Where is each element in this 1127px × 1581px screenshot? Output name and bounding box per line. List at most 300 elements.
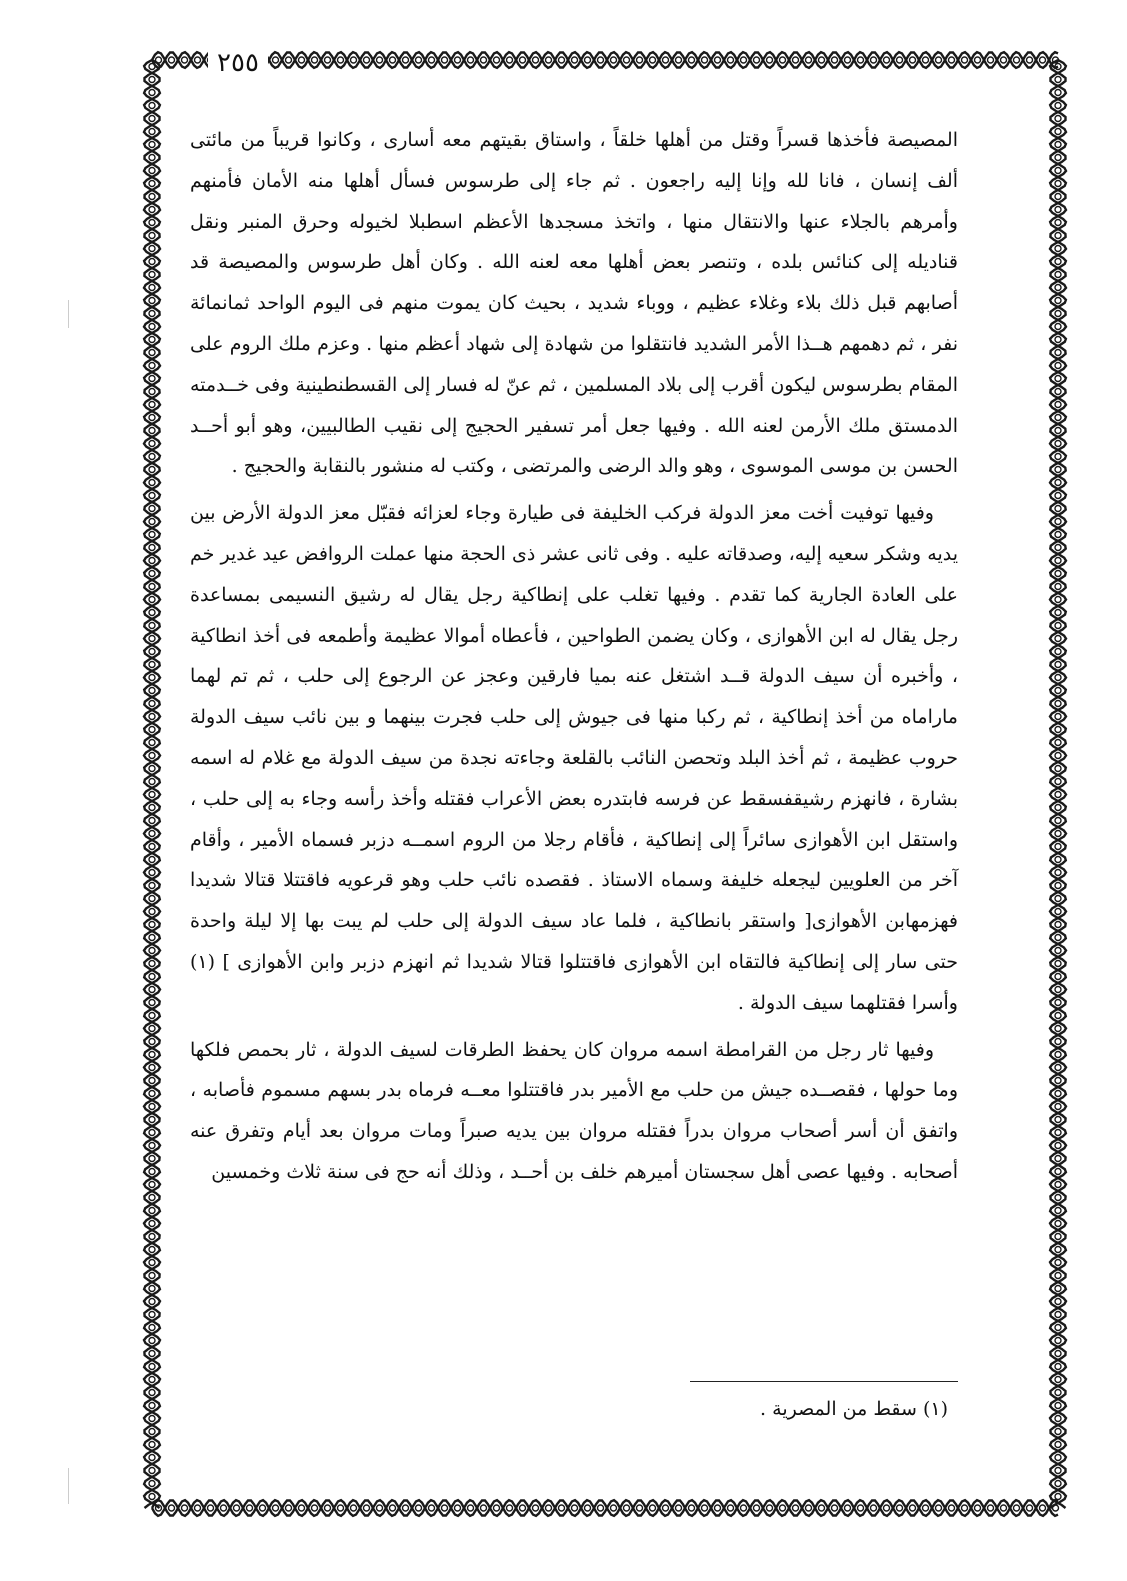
border-loop [149,1299,155,1305]
border-loop [1053,1505,1059,1511]
border-loop [1055,77,1061,83]
border-loop [1055,311,1061,317]
border-loop [364,1505,370,1511]
border-loop [1055,961,1061,967]
border-loop [149,1013,155,1019]
border-loop [149,168,155,174]
border-loop [676,1505,682,1511]
border-loop [416,1505,422,1511]
border-loop [1055,1299,1061,1305]
border-loop [149,870,155,876]
border-loop [1055,701,1061,707]
border-loop [149,402,155,408]
border-loop [149,1325,155,1331]
border-loop [1055,1091,1061,1097]
border-loop [1055,883,1061,889]
border-loop [1027,1505,1033,1511]
border-loop [149,532,155,538]
border-loop [1055,1442,1061,1448]
border-loop [923,1505,929,1511]
border-loop [149,558,155,564]
border-loop [455,57,461,63]
border-loop [533,1505,539,1511]
border-loop [149,1351,155,1357]
border-loop [149,285,155,291]
border-loop [1055,506,1061,512]
border-loop [767,1505,773,1511]
border-loop [149,636,155,642]
border-loop [1027,57,1033,63]
border-loop [351,57,357,63]
border-loop [1055,1494,1061,1500]
border-loop [884,1505,890,1511]
border-loop [299,57,305,63]
border-loop [149,1403,155,1409]
border-loop [149,610,155,616]
border-loop [1055,532,1061,538]
border-loop [149,844,155,850]
border-loop [149,1286,155,1292]
border-loop [793,1505,799,1511]
border-loop [149,1117,155,1123]
border-loop [149,1104,155,1110]
border-loop [1055,1182,1061,1188]
border-loop [1055,415,1061,421]
border-loop [1055,870,1061,876]
border-loop [149,1039,155,1045]
border-loop [149,519,155,525]
border-loop [149,1234,155,1240]
border-loop [149,64,155,70]
border-loop [149,662,155,668]
border-loop [149,1247,155,1253]
border-loop [149,818,155,824]
border-loop [1055,1026,1061,1032]
border-loop [149,623,155,629]
border-loop [1055,1156,1061,1162]
border-loop [1055,220,1061,226]
scan-mark [68,1468,69,1504]
border-loop [149,363,155,369]
border-loop [1055,298,1061,304]
border-loop [351,1505,357,1511]
border-loop [728,57,734,63]
border-loop [149,1195,155,1201]
border-loop [949,1505,955,1511]
border-loop [149,1156,155,1162]
border-loop [1055,1013,1061,1019]
border-loop [1055,272,1061,278]
border-loop [533,57,539,63]
border-loop [1055,467,1061,473]
border-loop [364,57,370,63]
border-loop [149,1312,155,1318]
border-loop [429,57,435,63]
border-loop [1055,337,1061,343]
border-loop [663,1505,669,1511]
border-loop [598,57,604,63]
border-loop [149,428,155,434]
border-loop [149,129,155,135]
border-loop [481,57,487,63]
border-loop [149,493,155,499]
border-loop [1055,519,1061,525]
border-loop [1055,1052,1061,1058]
border-loop [910,1505,916,1511]
border-loop [702,1505,708,1511]
border-loop [195,1505,201,1511]
border-loop [149,233,155,239]
border-loop [149,961,155,967]
border-loop [1055,116,1061,122]
border-loop [1055,1143,1061,1149]
border-loop [1055,1390,1061,1396]
border-loop [149,1052,155,1058]
border-loop [741,1505,747,1511]
border-loop [468,57,474,63]
border-loop [611,57,617,63]
border-loop [149,1026,155,1032]
border-loop [149,1208,155,1214]
border-loop [1055,896,1061,902]
border-loop [1014,1505,1020,1511]
border-loop [1055,805,1061,811]
border-loop [149,1468,155,1474]
border-loop [149,831,155,837]
border-loop [494,1505,500,1511]
border-loop [1055,766,1061,772]
border-loop [754,1505,760,1511]
border-loop [689,1505,695,1511]
border-loop [1055,1377,1061,1383]
border-loop [559,57,565,63]
border-loop [403,1505,409,1511]
border-loop [442,1505,448,1511]
border-loop [390,1505,396,1511]
border-loop [149,1130,155,1136]
border-loop [481,1505,487,1511]
border-loop [1055,1117,1061,1123]
border-loop [962,57,968,63]
border-loop [1040,57,1046,63]
border-loop [149,1143,155,1149]
border-loop [689,57,695,63]
border-loop [1055,246,1061,252]
border-loop [1055,675,1061,681]
border-loop [325,57,331,63]
border-loop [149,337,155,343]
border-loop [1055,1221,1061,1227]
border-loop [149,155,155,161]
border-loop [1055,740,1061,746]
body-text [190,120,958,1193]
border-loop [1055,1325,1061,1331]
border-loop [780,1505,786,1511]
border-loop [149,1377,155,1383]
border-loop [910,57,916,63]
border-loop [403,57,409,63]
border-loop [1055,1403,1061,1409]
border-loop [1055,363,1061,369]
border-loop [624,1505,630,1511]
border-loop [975,1505,981,1511]
border-loop [1001,1505,1007,1511]
border-loop [559,1505,565,1511]
border-loop [793,57,799,63]
border-loop [149,948,155,954]
border-loop [149,597,155,603]
border-loop [585,57,591,63]
border-loop [637,1505,643,1511]
border-loop [149,753,155,759]
border-loop [156,57,162,63]
border-loop [1055,207,1061,213]
border-loop [1055,454,1061,460]
border-loop [149,857,155,863]
border-loop [1055,974,1061,980]
border-loop [149,896,155,902]
border-loop [1055,649,1061,655]
border-loop [676,57,682,63]
border-loop [149,909,155,915]
border-loop [1055,727,1061,733]
border-loop [149,480,155,486]
border-loop [507,1505,513,1511]
border-loop [149,103,155,109]
border-loop [260,1505,266,1511]
border-loop [149,649,155,655]
border-loop [273,1505,279,1511]
border-loop [149,376,155,382]
border-loop [149,1494,155,1500]
border-loop [390,57,396,63]
border-loop [149,1221,155,1227]
border-loop [715,57,721,63]
border-loop [1055,1130,1061,1136]
border-loop [1055,428,1061,434]
border-loop [702,57,708,63]
border-loop [1055,948,1061,954]
border-loop [650,1505,656,1511]
border-loop [1055,1273,1061,1279]
border-loop [149,1416,155,1422]
border-loop [1055,1078,1061,1084]
border-loop [845,57,851,63]
border-loop [858,1505,864,1511]
border-loop [149,259,155,265]
border-loop [1055,324,1061,330]
border-loop [520,57,526,63]
border-loop [286,1505,292,1511]
border-loop [1055,779,1061,785]
border-loop [637,57,643,63]
border-loop [624,57,630,63]
border-loop [338,1505,344,1511]
border-loop [520,1505,526,1511]
border-loop [1055,1065,1061,1071]
border-loop [897,57,903,63]
border-loop [149,584,155,590]
border-loop [169,57,175,63]
border-loop [1055,935,1061,941]
border-loop [149,298,155,304]
border-loop [1055,610,1061,616]
border-loop [221,1505,227,1511]
border-loop [1055,1286,1061,1292]
border-loop [1055,623,1061,629]
border-loop [429,1505,435,1511]
border-loop [1055,90,1061,96]
border-loop [1055,1234,1061,1240]
border-loop [312,57,318,63]
border-loop [149,935,155,941]
border-loop [1055,103,1061,109]
border-loop [1055,1000,1061,1006]
border-loop [1055,194,1061,200]
border-loop [149,792,155,798]
border-loop [149,1260,155,1266]
border-loop [988,1505,994,1511]
paragraph-1: المصيصة فأخذها قسراً وقتل من أهلها خلقاً ، واستاق بقيتهم معه أسارى ، وكانوا قريباً من مائتى ألف إنسان ، فانا لله وإنا إليه راجعون . ثم جاء إلى طرسوس فسأل أهلها منه الأمان فأمنهم وأمرهم بالجلاء عنها والانتقال منها ، واتخذ مسجدها الأعظم اسطبلا لخيوله وحرق المنبر ونقل قناديله إلى كنائس بلده ، وتنصر بعض أهلها معه لعنه الله . وكان أهل طرسوس والمصيصة قد أصابهم قبل ذلك بلاء وغلاء عظيم ، ووباء شديد ، بحيث كان يموت منهم فى اليوم الواحد ثمانمائة نفر ، ثم دهمهم هــذا الأمر الشديد فانتقلوا من شهادة إلى شهاد أعظم منها . وعزم ملك الروم على المقام بطرسوس ليكون أقرب إلى بلاد المسلمين ، ثم عنّ له فسار إلى القسطنطينية وفى خــدمته الدمستق ملك الأرمن لعنه الله . وفيها جعل أمر تسفير الحجيج إلى نقيب الطالبيين، وهو أبو أحــد الحسن بن موسى الموسوى ، وهو والد الرضى والمرتضى ، وكتب له منشور بالنقابة والحجيج . [190,129,958,478]
border-loop [149,727,155,733]
border-loop [975,57,981,63]
border-loop [149,714,155,720]
border-loop [286,57,292,63]
border-loop [273,57,279,63]
border-loop [949,57,955,63]
border-loop [1055,714,1061,720]
border-loop [1055,402,1061,408]
border-loop [767,57,773,63]
border-loop [1055,1104,1061,1110]
border-loop [149,766,155,772]
border-loop [806,57,812,63]
border-loop [728,1505,734,1511]
border-loop [871,1505,877,1511]
border-loop [377,1505,383,1511]
paragraph-2: وفيها توفيت أخت معز الدولة فركب الخليفة فى طيارة وجاء لعزائه فقبّل معز الدولة الأرض بين يديه وشكر سعيه إليه، وصدقاته عليه . وفى ثانى عشر ذى الحجة منها عملت الروافض عيد غدير خم على العادة الجارية كما تقدم . وفيها تغلب على إنطاكية رجل يقال له رشيق النسيمى بمساعدة رجل يقال له ابن الأهوازى ، وكان يضمن الطواحين ، فأعطاه أموالا عظيمة وأطمعه فى أخذ انطاكية ، وأخبره أن سيف الدولة قــد اشتغل عنه بميا فارقين وعجز عن الرجوع إلى حلب ، ثم تم لهما ماراماه من أخذ إنطاكية ، ثم ركبا منها فى جيوش إلى حلب فجرت بينهما و بين نائب سيف الدولة حروب عظيمة ، ثم أخذ البلد وتحصن النائب بالقلعة وجاءته نجدة من سيف الدولة مع غلام له اسمه بشارة ، فانهزم رشيقفسقط عن فرسه فابتدره بعض الأعراب فقتله وأخذ رأسه وجاء به إلى حلب ، واستقل ابن الأهوازى سائراً إلى إنطاكية ، فأقام رجلا من الروم اسمــه دزبر فسماه الأمير ، وأقام آخر من العلويين ليجعله خليفة وسماه الاستاذ . فقصده نائب حلب وهو قرعويه فاقتتلا قتالا شديدا فهزمهابن الأهوازى[ واستقر بانطاكية ، فلما عاد سيف الدولة إلى حلب لم يبت بها إلا ليلة واحدة حتى سار إلى إنطاكية فالتقاه ابن الأهوازى فاقتتلوا قتالا شديدا ثم انهزم دزبر وابن الأهوازى ] (١) وأسرا فقتلهما سيف الدولة . [190,502,958,1014]
border-loop [1055,1208,1061,1214]
border-loop [149,805,155,811]
border-loop [1055,142,1061,148]
border-loop [325,1505,331,1511]
border-loop [1055,168,1061,174]
border-loop [650,57,656,63]
border-loop [1055,909,1061,915]
border-loop [182,1505,188,1511]
border-loop [1055,844,1061,850]
border-loop [149,675,155,681]
border-loop [149,688,155,694]
border-loop [819,57,825,63]
border-loop [149,740,155,746]
border-loop [832,57,838,63]
border-loop [1055,233,1061,239]
border-loop [149,454,155,460]
border-loop [149,467,155,473]
border-loop [149,701,155,707]
border-loop [247,1505,253,1511]
border-loop [149,545,155,551]
border-loop [1055,662,1061,668]
scan-mark [68,300,69,328]
footnote: (١) سقط من المصرية . [760,1398,948,1420]
border-loop [149,779,155,785]
border-loop [149,883,155,889]
border-loop [754,57,760,63]
border-loop [149,1078,155,1084]
border-loop [208,1505,214,1511]
border-loop [1055,1195,1061,1201]
border-loop [884,57,890,63]
border-loop [1055,545,1061,551]
border-loop [149,350,155,356]
border-loop [299,1505,305,1511]
border-loop [1055,493,1061,499]
border-loop [1055,558,1061,564]
border-loop [1055,1481,1061,1487]
border-loop [149,1364,155,1370]
border-loop [832,1505,838,1511]
border-loop [715,1505,721,1511]
border-loop [149,1182,155,1188]
border-loop [149,1442,155,1448]
border-loop [195,57,201,63]
paragraph-3: وفيها ثار رجل من القرامطة اسمه مروان كان يحفظ الطرقات لسيف الدولة ، ثار بحمص فلكها وما حولها ، فقصــده جيش من حلب مع الأمير بدر فاقتتلوا معــه فرماه بدر بسهم مسموم فأصابه ، واتفق أن أسر أصحاب مروان بدراً فقتله مروان بين يديه صبراً ومات مروان بعد أيام وتفرق عنه أصحابه . وفيها عصى أهل سجستان أميرهم خلف بن أحــد ، وذلك أنه حج فى سنة ثلاث وخمسين [190,1038,958,1183]
border-loop [1055,1247,1061,1253]
border-loop [149,142,155,148]
border-loop [149,246,155,252]
border-loop [149,220,155,226]
border-loop [149,1169,155,1175]
border-loop [149,194,155,200]
border-loop [1055,987,1061,993]
border-loop [149,441,155,447]
border-loop [936,57,942,63]
border-loop [169,1505,175,1511]
border-loop [442,57,448,63]
border-loop [338,57,344,63]
border-loop [455,1505,461,1511]
border-loop [1055,1455,1061,1461]
border-loop [585,1505,591,1511]
border-loop [1055,259,1061,265]
border-loop [149,207,155,213]
border-loop [1055,1312,1061,1318]
border-loop [149,311,155,317]
border-loop [572,57,578,63]
border-loop [1055,1260,1061,1266]
border-loop [780,57,786,63]
border-loop [1055,818,1061,824]
border-loop [1055,389,1061,395]
border-loop [1055,1468,1061,1474]
border-loop [468,1505,474,1511]
border-loop [149,974,155,980]
border-loop [149,324,155,330]
border-loop [1055,181,1061,187]
border-loop [546,1505,552,1511]
border-loop [1055,1169,1061,1175]
border-loop [149,1481,155,1487]
border-loop [1055,597,1061,603]
border-loop [1055,1338,1061,1344]
border-loop [149,389,155,395]
border-loop [611,1505,617,1511]
border-loop [1040,1505,1046,1511]
border-loop [923,57,929,63]
border-loop [1055,688,1061,694]
